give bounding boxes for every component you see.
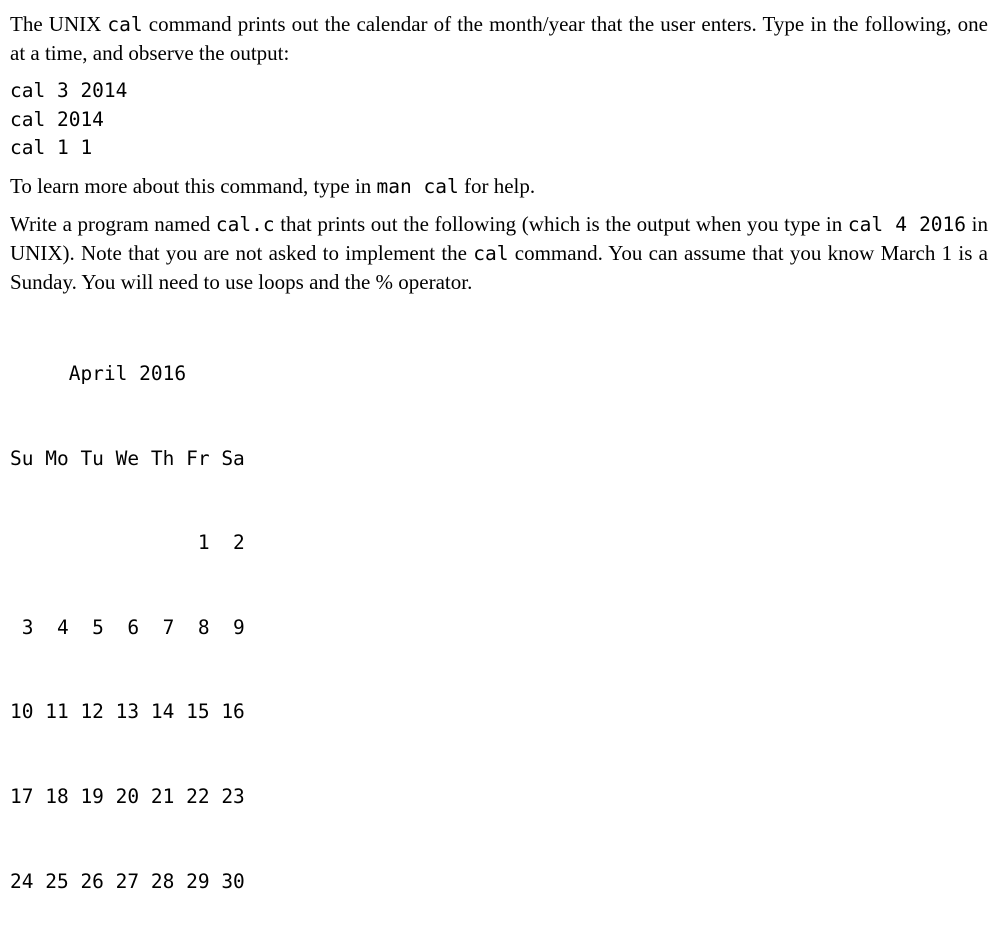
task-text-b: that prints out the following (which is the output when you type in [275, 212, 848, 236]
task-code-filename: cal.c [216, 213, 275, 236]
command-line-2: cal 2014 [10, 106, 988, 135]
calendar-weekday-header: Su Mo Tu We Th Fr Sa [10, 445, 988, 473]
calendar-title: April 2016 [10, 360, 988, 388]
command-list [10, 77, 988, 163]
learn-more-paragraph [10, 172, 988, 201]
command-line-3: cal 1 1 [10, 134, 988, 163]
calendar-week-2: 3 4 5 6 7 8 9 [10, 614, 988, 642]
command-line-1: cal 3 2014 [10, 77, 988, 106]
intro-text-a: The UNIX [10, 12, 107, 36]
calendar-output [10, 304, 988, 952]
calendar-week-4: 17 18 19 20 21 22 23 [10, 783, 988, 811]
task-paragraph [10, 210, 988, 296]
learn-more-code: man cal [377, 175, 459, 198]
task-code-command: cal 4 2016 [848, 213, 966, 236]
task-text-a: Write a program named [10, 212, 216, 236]
task-text-d: command. You can assume that you know March 1 is a Sunday. You will need to use loops and the % operator. [10, 241, 988, 294]
calendar-week-3: 10 11 12 13 14 15 16 [10, 698, 988, 726]
intro-paragraph [10, 10, 988, 67]
intro-code-cal: cal [107, 13, 142, 36]
learn-more-text-a: To learn more about this command, type in [10, 174, 377, 198]
learn-more-text-b: for help. [459, 174, 535, 198]
task-code-cal: cal [473, 242, 508, 265]
document [10, 10, 988, 952]
intro-text-b: command prints out the calendar of the month/year that the user enters. Type in the following, one at a time, and observe the output: [10, 12, 988, 65]
calendar-week-5: 24 25 26 27 28 29 30 [10, 868, 988, 896]
task-text-c: in UNIX). Note that you are not asked to implement the [10, 212, 988, 265]
calendar-week-1: 1 2 [10, 529, 988, 557]
